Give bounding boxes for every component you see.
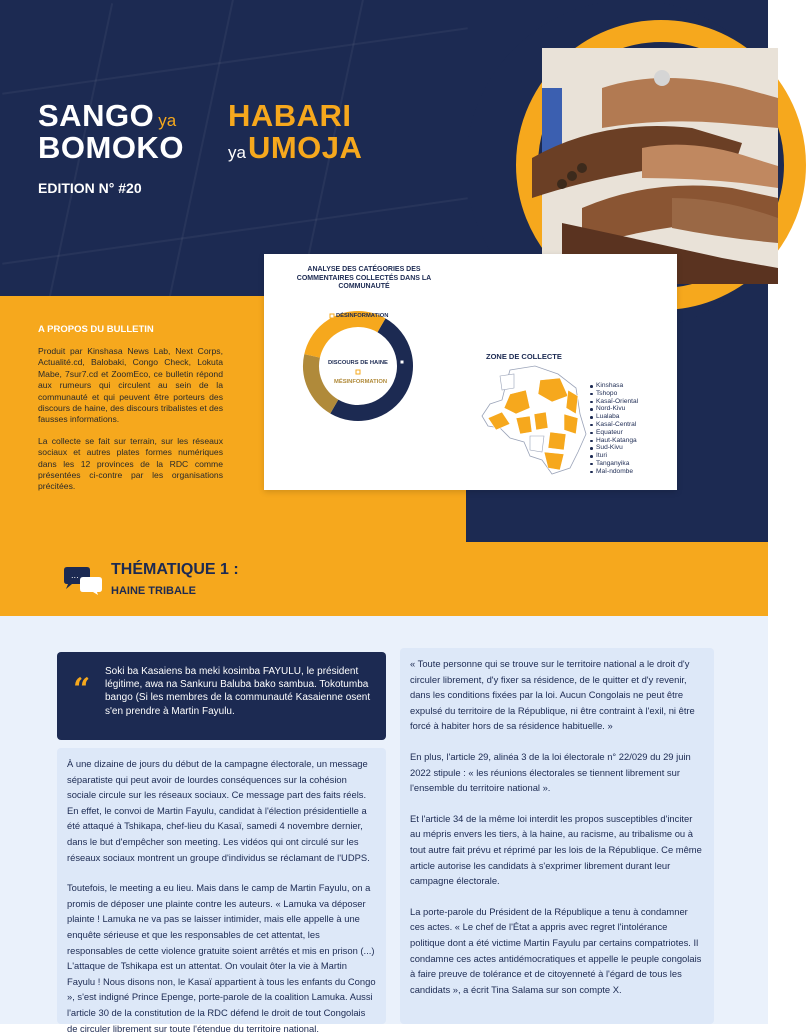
brand-right-ya: ya	[228, 143, 246, 162]
province-item: Kasaï-Oriental	[590, 398, 638, 406]
category-donut-chart	[300, 308, 416, 424]
speech-bubbles-icon	[62, 566, 104, 596]
province-item: Sud-Kivu	[590, 444, 638, 452]
right-paragraph-3: Et l'article 34 de la même loi interdit les propos susceptibles d'inciter au mépris envers les tiers, à la haine, au racisme, au tribalisme ou à tout autre fait prévu et réprimé par les lois de la République. Ce même article autorise les candidats à s'exprimer librement durant leur campagne électorale.	[410, 812, 702, 887]
right-paragraph-2: En plus, l'article 29, alinéa 3 de la loi électorale n° 22/029 du 29 juin 2022 stipule : « les réunions électorales se tiennent librement sur l'ensemble du territoire national ».	[410, 750, 691, 794]
drc-map	[480, 364, 588, 476]
brand-left-ya: ya	[158, 111, 177, 130]
province-item: Kasaï-Central	[590, 421, 638, 429]
about-section	[38, 324, 223, 503]
label-desinformation: DÉSINFORMATION	[336, 313, 389, 319]
marker-mesinformation	[356, 370, 360, 374]
label-mesinformation: MÉSINFORMATION	[334, 379, 388, 385]
marker-discours-de-haine	[400, 360, 404, 364]
province-item: Tshopo	[590, 390, 638, 398]
about-paragraph-1: Produit par Kinshasa News Lab, Next Corps, Actualité.cd, Balobaki, Congo Check, Lokuta Mabe, 7sur7.cd et ZoomEco, ce bulletin répond aux rumeurs qui circulent au sein de la communauté et qui peuvent être porteurs des discours de haine, des discours tribalistes et des fausses informations.	[38, 346, 223, 425]
right-paragraph-4: La porte-parole du Président de la République a tenu à condamner ces actes. « Le chef de l'État a appris avec regret l'intolérance politique dont a été victime Martin Fayulu par certains compatriotes. Il condamne ces actes antidémocratiques et appelle le peuple congolais à faire preuve de tolérance et de citoyenneté à l'égard de tous les candidats », a écrit Tina Salama sur son compte X.	[410, 905, 702, 995]
left-paragraph-3: L'attaque de Tshikapa est un attentat. On voulait ôter la vie à Martin Fayulu ! Nous disons non, le Kasaï appartient à tous les enfants du Congo », s'est indigné Prince Epenge, porte-parole de la coalition Lamuka. Aussi l'article 30 de la constitution de la RDC défend le droit de tout Congolais de circuler librement sur toute l'étendue du territoire national.	[67, 960, 376, 1034]
province-item: Tanganyika	[590, 460, 638, 468]
label-discours-de-haine: DISCOURS DE HAINE	[328, 360, 388, 366]
left-paragraph-1: À une dizaine de jours du début de la campagne électorale, un message séparatiste qui peut avoir de lourdes conséquences sur la cohésion sociale circule sur les réseaux sociaux. Ce message part des faits réels. En effet, le convoi de Martin Fayulu, candidat à l'élection présidentielle a été attaqué à Tshikapa, chef-lieu du Kasaï, samedi 4 novembre dernier, dans le but d'empêcher son meeting. Les vidéos qui ont circulé sur les réseaux sociaux montrent un groupe d'individus se réclamant de l'UDPS.	[67, 758, 370, 863]
brand-habari-ya-umoja	[228, 100, 362, 164]
brand-left-word-1: SANGO	[38, 98, 155, 133]
right-column	[400, 648, 714, 1024]
chart-title: ANALYSE DES CATÉGORIES DES COMMENTAIRES COLLECTÉS DANS LA COMMUNAUTÉ	[296, 266, 432, 290]
stacked-hands-illustration	[542, 48, 778, 284]
brand-sango-ya-bomoko	[38, 100, 184, 164]
brand-left-word-2: BOMOKO	[38, 130, 184, 165]
province-list	[590, 382, 638, 476]
marker-desinformation	[330, 314, 334, 318]
province-item: Haut-Katanga	[590, 437, 638, 445]
hands-photo	[542, 48, 778, 284]
edition-number: EDITION N° #20	[38, 180, 142, 196]
theme-subtitle: HAINE TRIBALE	[111, 585, 196, 597]
brand-right-word-2: UMOJA	[247, 130, 363, 165]
svg-text:...: ...	[71, 571, 79, 580]
left-column	[57, 748, 386, 1034]
left-paragraph-2: Toutefois, le meeting a eu lieu. Mais dans le camp de Martin Fayulu, on a promis de déposer une plainte contre les auteurs. « Lamuka va déposer plainte ! Lamuka ne va pas se laisser intimider, mais elle appelle à une enquête sérieuse et que les responsables de cet attentat, les responsables de cette violence gratuite soient arrêtés et mis en prison (...)	[67, 882, 375, 956]
quote-box	[57, 652, 386, 740]
province-item: Lualaba	[590, 413, 638, 421]
province-item: Nord-Kivu	[590, 405, 638, 413]
zone-title: ZONE DE COLLECTE	[486, 352, 562, 361]
province-item: Equateur	[590, 429, 638, 437]
quote-text: Soki ba Kasaiens ba meki kosimba FAYULU, le président légitime, awa na Sankuru Baluba bako sambua. Tokotumba bango (Si les membres de la communauté Kasaienne osent s'en prendre à Martin Fayulu.	[105, 666, 371, 717]
right-paragraph-1: « Toute personne qui se trouve sur le territoire national a le droit d'y circuler librement, d'y fixer sa résidence, de le quitter et d'y revenir, dans les conditions fixées par la loi. Aucun Congolais ne peut être expulsé du territoire de la République, ni être contraint à l'exil, ni être forcé à habiter hors de sa résidence habituelle. »	[410, 658, 695, 732]
analysis-card	[264, 254, 677, 490]
about-title: A PROPOS DU BULLETIN	[38, 324, 154, 335]
province-item: Kinshasa	[590, 382, 638, 390]
theme-title: THÉMATIQUE 1 :	[111, 561, 239, 578]
province-item: Maï-ndombe	[590, 468, 638, 476]
quote-mark-icon: “	[73, 672, 91, 707]
about-paragraph-2: La collecte se fait sur terrain, sur les réseaux sociaux et autres plates formes numériques dans les 12 provinces de la RDC comme présentées ci-contre par les organisations précitées.	[38, 435, 223, 492]
brand-right-word-1: HABARI	[228, 98, 352, 133]
province-item: Ituri	[590, 452, 638, 460]
